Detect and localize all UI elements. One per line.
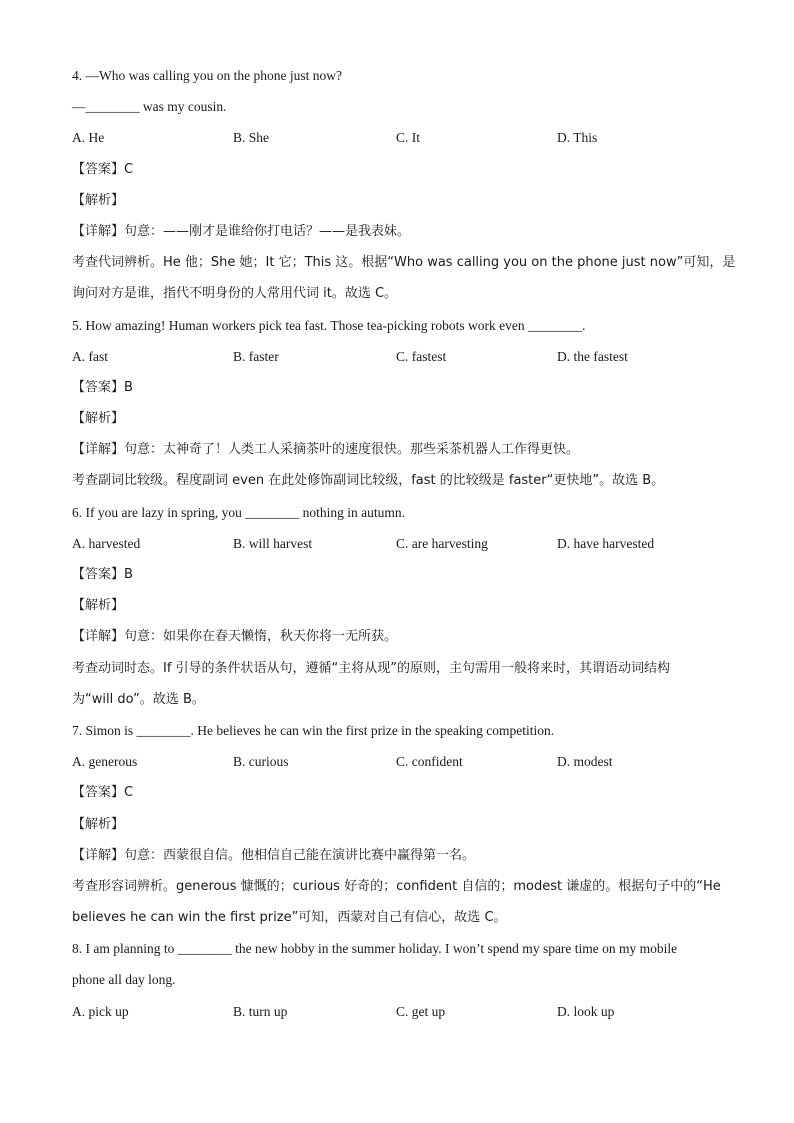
question-stem: phone all day long.	[72, 972, 176, 988]
option-a: A. fast	[72, 348, 108, 364]
answer-options	[72, 1000, 722, 1031]
analysis-label: 【解析】	[72, 598, 125, 614]
option-c: C. It	[396, 130, 421, 146]
detail-line: 【详解】句意：——刚才是谁给你打电话？——是我表妹。	[72, 223, 411, 239]
answer-line: 【答案】B	[72, 567, 133, 582]
option-b: B. curious	[233, 754, 289, 770]
option-b: B. turn up	[233, 1003, 288, 1019]
question-7	[72, 719, 722, 937]
answer-line: 【答案】C	[72, 161, 134, 177]
option-c: C. get up	[396, 1003, 446, 1019]
detail-line: 考查代词辨析。He 他；She 她；It 它；This 这。根据“Who was calling you on the phone just now”可知，是	[72, 255, 736, 271]
option-d: D. look up	[557, 1003, 615, 1019]
option-c: C. are harvesting	[396, 535, 488, 551]
option-d: D. modest	[557, 754, 613, 770]
detail-line: 考查副词比较级。程度副词 even 在此处修饰副词比较级，fast 的比较级是 faster“更快地”。故选 B。	[72, 473, 665, 489]
detail-line: 考查动词时态。If 引导的条件状语从句，遵循“主将从现”的原则，主句需用一般将来时，其谓语动词结构	[72, 660, 671, 676]
detail-line: 询问对方是谁，指代不明身份的人常用代词 it。故选 C。	[72, 286, 398, 302]
option-a: A. He	[72, 130, 105, 146]
question-stem: —________ was my cousin.	[72, 99, 227, 115]
detail-line: 为“will do”。故选 B。	[72, 691, 205, 707]
question-stem: 7. Simon is ________. He believes he can win the first prize in the speaking competition.	[72, 722, 555, 738]
question-5	[72, 314, 722, 501]
option-a: A. pick up	[72, 1003, 129, 1019]
detail-line: 【详解】句意：太神奇了！人类工人采摘茶叶的速度很快。那些采茶机器人工作得更快。	[72, 442, 580, 458]
question-stem: 6. If you are lazy in spring, you ________ nothing in autumn.	[72, 504, 405, 520]
question-6	[72, 501, 722, 719]
option-d: D. have harvested	[557, 535, 655, 551]
analysis-label: 【解析】	[72, 816, 125, 832]
answer-options	[72, 345, 722, 376]
answer-options	[72, 126, 722, 157]
question-stem: 5. How amazing! Human workers pick tea fast. Those tea-picking robots work even ________.	[72, 317, 586, 333]
question-8	[72, 937, 722, 1031]
detail-line: 【详解】句意：西蒙很自信。他相信自己能在演讲比赛中赢得第一名。	[72, 847, 476, 863]
analysis-label: 【解析】	[72, 192, 125, 208]
document-page	[72, 64, 736, 1031]
answer-options	[72, 750, 722, 781]
detail-line: believes he can win the first prize”可知，西蒙对自己有信心，故选 C。	[72, 910, 507, 926]
option-a: A. generous	[72, 754, 138, 770]
analysis-label: 【解析】	[72, 411, 125, 427]
question-stem: 8. I am planning to ________ the new hobby in the summer holiday. I won’t spend my spare time on my mobile	[72, 941, 678, 957]
option-d: D. the fastest	[557, 348, 628, 364]
answer-line: 【答案】B	[72, 379, 133, 395]
option-b: B. will harvest	[233, 535, 313, 551]
question-stem: 4. —Who was calling you on the phone just now?	[72, 68, 342, 83]
detail-line: 【详解】句意：如果你在春天懒惰，秋天你将一无所获。	[72, 629, 398, 645]
answer-options	[72, 532, 722, 563]
answer-line: 【答案】C	[72, 785, 134, 801]
option-b: B. She	[233, 130, 270, 146]
option-a: A. harvested	[72, 535, 141, 551]
option-d: D. This	[557, 130, 598, 146]
detail-line: 考查形容词辨析。generous 慷慨的；curious 好奇的；confident 自信的；modest 谦虚的。根据句子中的“He	[72, 878, 721, 894]
question-4	[72, 64, 736, 314]
option-b: B. faster	[233, 348, 279, 364]
option-c: C. confident	[396, 754, 463, 770]
option-c: C. fastest	[396, 348, 447, 364]
